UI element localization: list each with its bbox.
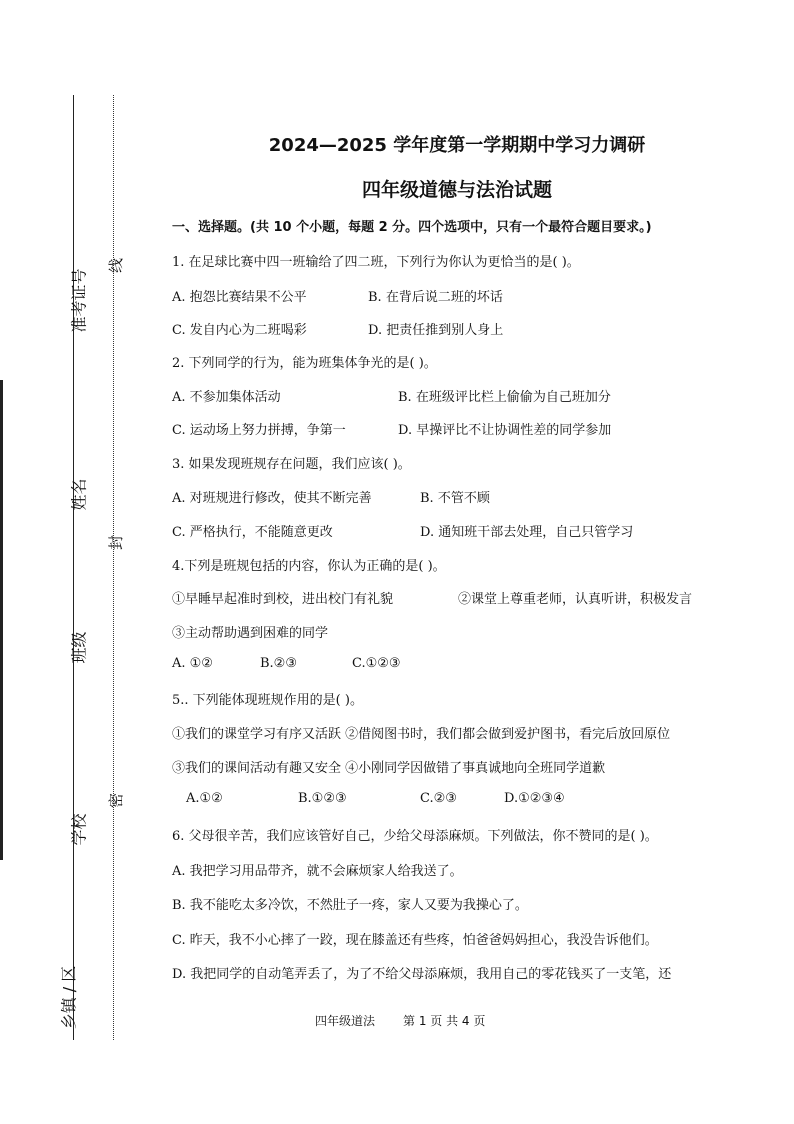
option: C. 发自内心为二班喝彩 <box>172 323 307 338</box>
question-stem: 4.下列是班规包括的内容，你认为正确的是( )。 <box>172 559 446 574</box>
section-heading: 一、选择题。(共 10 个小题，每题 2 分。四个选项中，只有一个最符合题目要求。) <box>172 220 652 235</box>
option: B. 在班级评比栏上偷偷为自己班加分 <box>398 390 611 405</box>
option: B. 不管不顾 <box>420 491 490 506</box>
statement-item: ①我们的课堂学习有序又活跃 ②借阅图书时，我们都会做到爱护图书，看完后放回原位 <box>172 727 671 742</box>
question-stem: 3. 如果发现班规存在问题，我们应该( )。 <box>172 457 411 472</box>
option: A. 不参加集体活动 <box>172 390 281 405</box>
option: C.②③ <box>420 791 457 806</box>
seal-mark-xian: 线 <box>107 257 126 274</box>
seal-mark-feng: 封 <box>107 534 126 551</box>
scan-edge-shadow <box>0 380 3 860</box>
name-label: 姓名 <box>69 478 89 511</box>
school-label: 学校 <box>69 813 89 846</box>
option: A. 抱怨比赛结果不公平 <box>172 290 307 305</box>
option: C. 严格执行，不能随意更改 <box>172 525 333 540</box>
page-footer <box>315 1012 513 1029</box>
option: B. 我不能吃太多冷饮，不然肚子一疼，家人又要为我操心了。 <box>172 898 528 913</box>
footer-subject: 四年级道法 <box>315 1014 376 1028</box>
option: C.①②③ <box>352 656 401 671</box>
option: D. 通知班干部去处理，自己只管学习 <box>420 525 634 540</box>
option: A.①② <box>186 791 223 806</box>
option: D. 我把同学的自动笔弄丢了，为了不给父母添麻烦，我用自己的零花钱买了一支笔，还 <box>172 967 672 982</box>
option: A. 对班规进行修改，使其不断完善 <box>172 491 372 506</box>
exam-subtitle: 四年级道德与法治试题 <box>361 179 552 201</box>
option: B.②③ <box>260 656 297 671</box>
exam-title: 2024—2025 学年度第一学期期中学习力调研 <box>268 135 646 156</box>
option: B. 在背后说二班的坏话 <box>368 290 503 305</box>
district-label: 乡镇 / 区 <box>59 965 79 1030</box>
statement-item: ③主动帮助遇到困难的同学 <box>172 626 329 641</box>
question-stem: 5.. 下列能体现班规作用的是( )。 <box>172 693 363 708</box>
option: C. 运动场上努力拼搏，争第一 <box>172 423 346 438</box>
exam-number-label: 准考证号 <box>69 268 89 333</box>
option: D. 早操评比不让协调性差的同学参加 <box>398 423 612 438</box>
statement-item: ③我们的课间活动有趣又安全 ④小刚同学因做错了事真诚地向全班同学道歉 <box>172 761 606 776</box>
seal-dotted-line <box>113 95 114 1040</box>
binding-line <box>73 95 74 1040</box>
seal-mark-mi: 密 <box>107 792 126 809</box>
option: A. 我把学习用品带齐，就不会麻烦家人给我送了。 <box>172 864 463 879</box>
option: B.①②③ <box>298 791 347 806</box>
question-stem: 2. 下列同学的行为，能为班集体争光的是( )。 <box>172 356 437 371</box>
statement-item: ①早睡早起准时到校，进出校门有礼貌 <box>172 592 394 607</box>
option: D.①②③④ <box>504 791 565 806</box>
class-label: 班级 <box>69 631 89 664</box>
option: A. ①② <box>172 656 213 671</box>
question-stem: 1. 在足球比赛中四一班输给了四二班，下列行为你认为更恰当的是( )。 <box>172 255 580 270</box>
statement-item: ②课堂上尊重老师，认真听讲，积极发言 <box>458 592 693 607</box>
option: D. 把责任推到别人身上 <box>368 323 504 338</box>
question-stem: 6. 父母很辛苦，我们应该管好自己，少给父母添麻烦。下列做法，你不赞同的是( )。 <box>172 829 658 844</box>
footer-page-number: 第 1 页 共 4 页 <box>403 1014 486 1028</box>
option: C. 昨天，我不小心摔了一跤，现在膝盖还有些疼，怕爸爸妈妈担心，我没告诉他们。 <box>172 933 658 948</box>
